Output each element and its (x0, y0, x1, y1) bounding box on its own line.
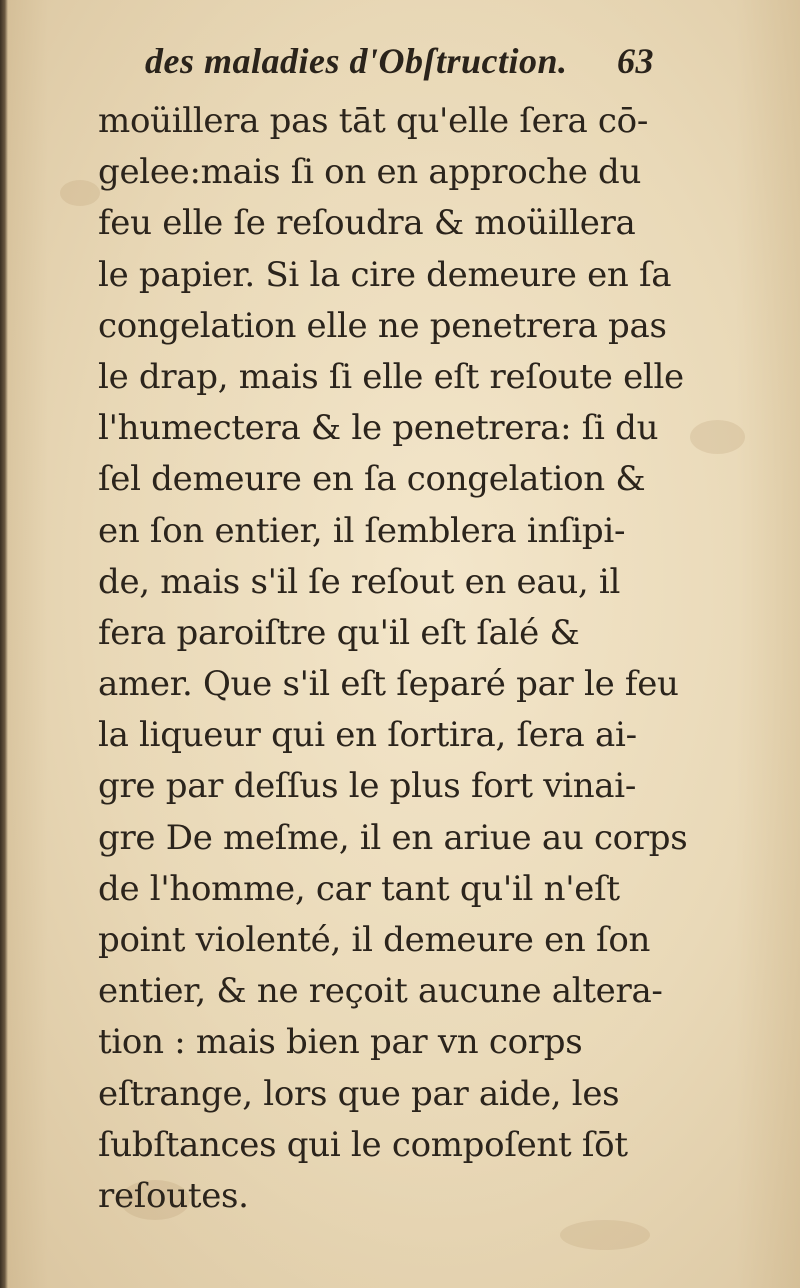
text-line: entier, & ne reçoit aucune altera- (98, 971, 663, 1012)
text-line: congelation elle ne penetrera pas (98, 305, 667, 346)
text-line: l'humectera & le penetrera: ſi du (98, 408, 659, 449)
text-line: le papier. Si la cire demeure en ſa (98, 254, 672, 295)
text-line: en ſon entier, il ſemblera inſipi- (98, 510, 626, 551)
text-line: eſtrange, lors que par aide, les (98, 1073, 620, 1114)
text-line: amer. Que s'il eſt ſeparé par le feu (98, 664, 679, 705)
text-line: gre De meſme, il en ariue au corps (98, 817, 688, 858)
body-text (98, 96, 688, 1222)
text-line: tion : mais bien par vn corps (98, 1022, 583, 1063)
text-line: ſubſtances qui le compoſent ſōt (98, 1124, 628, 1165)
running-title: des maladies d'Obſtruction. (145, 41, 568, 81)
page-number: 63 (617, 41, 654, 81)
text-line: feu elle ſe reſoudra & moüillera (98, 203, 636, 244)
paper-stain (560, 1220, 650, 1250)
paper-stain (60, 180, 100, 206)
text-line: moüillera pas tāt qu'elle ſera cō- (98, 101, 649, 141)
text-line: gre par deſſus le plus fort vinai- (98, 766, 637, 807)
text-line: ſel demeure en ſa congelation & (98, 459, 646, 500)
text-line: fera paroiſtre qu'il eſt ſalé & (98, 612, 580, 653)
text-line: point violenté, il demeure en ſon (98, 920, 651, 960)
text-line: reſoutes. (98, 1175, 249, 1216)
text-line: de l'homme, car tant qu'il n'eſt (98, 868, 620, 909)
text-line: le drap, mais ſi elle eſt reſoute elle (98, 356, 684, 397)
paper-stain (690, 420, 745, 454)
binding-edge (0, 0, 8, 1288)
text-line: gelee:mais ſi on en approche du (98, 152, 642, 193)
text-line: la liqueur qui en ſortira, ſera ai- (98, 715, 637, 756)
text-line: de, mais s'il ſe reſout en eau, il (98, 561, 621, 602)
page-header (145, 40, 665, 92)
